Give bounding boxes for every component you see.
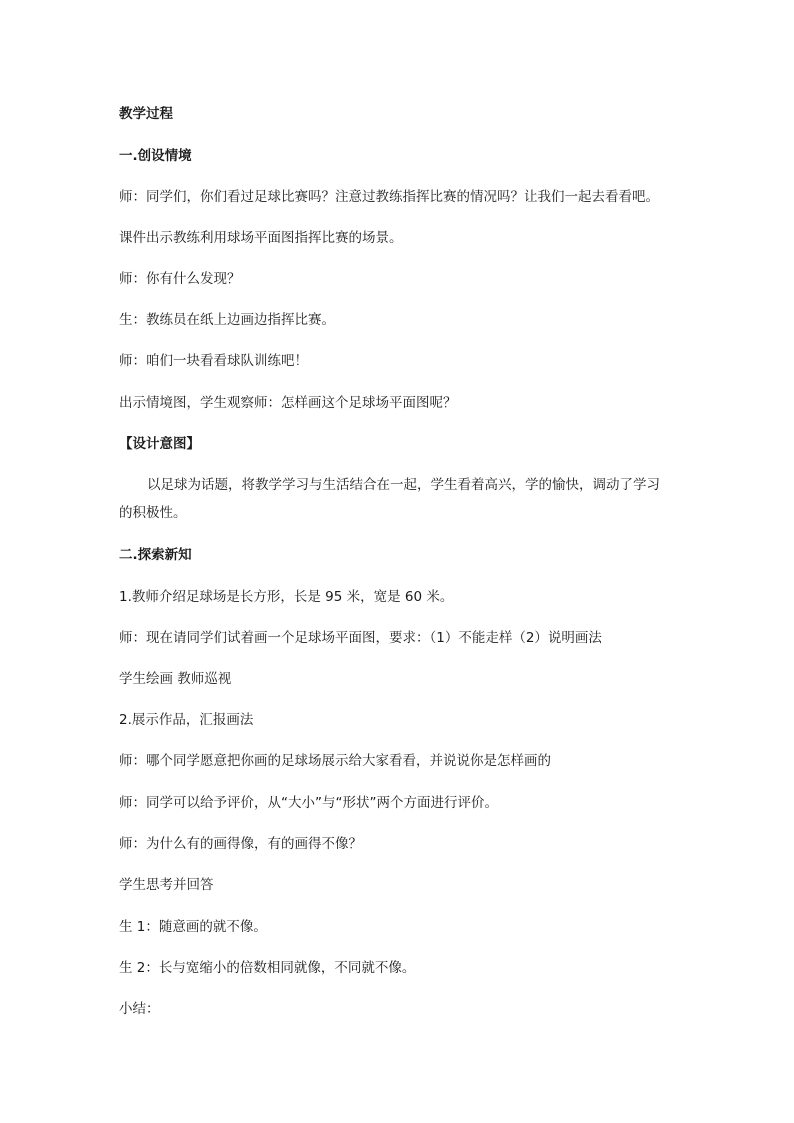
- paragraph-line: 师：为什么有的画得像，有的画得不像？: [119, 836, 362, 852]
- paragraph-line: 师：同学们，你们看过足球比赛吗？注意过教练指挥比赛的情况吗？让我们一起去看看吧。: [119, 189, 659, 205]
- document-title: 教学过程: [119, 106, 173, 122]
- design-intent-text: 以足球为话题，将教学学习与生活结合在一起，学生看着高兴，学的愉快，调动了学习: [147, 477, 660, 493]
- paragraph-line: 生 2：长与宽缩小的倍数相同就像，不同就不像。: [119, 960, 416, 976]
- paragraph-line: 师：现在请同学们试着画一个足球场平面图，要求：（1）不能走样（2）说明画法: [119, 630, 602, 646]
- design-intent-heading: 【设计意图】: [119, 436, 200, 452]
- paragraph-line: 小结：: [119, 1001, 160, 1017]
- paragraph-line: 2.展示作品，汇报画法: [119, 712, 254, 728]
- paragraph-line: 学生绘画 教师巡视: [119, 671, 232, 687]
- paragraph-line: 1.教师介绍足球场是长方形，长是 95 米，宽是 60 米。: [119, 589, 454, 605]
- paragraph-line: 生：教练员在纸上边画边指挥比赛。: [119, 312, 335, 328]
- paragraph-line: 出示情境图，学生观察师：怎样画这个足球场平面图呢？: [119, 395, 457, 411]
- design-intent-text-continued: 的积极性。: [119, 505, 187, 521]
- section-heading-2: 二.探索新知: [119, 547, 192, 563]
- paragraph-line: 学生思考并回答: [119, 877, 214, 893]
- paragraph-line: 生 1：随意画的就不像。: [119, 919, 267, 935]
- paragraph-line: 课件出示教练利用球场平面图指挥比赛的场景。: [119, 230, 403, 246]
- paragraph-line: 师：同学可以给予评价，从“大小”与“形状”两个方面进行评价。: [119, 795, 498, 811]
- paragraph-line: 师：你有什么发现？: [119, 271, 241, 287]
- paragraph-line: 师：咱们一块看看球队训练吧！: [119, 353, 308, 369]
- paragraph-line: 师：哪个同学愿意把你画的足球场展示给大家看看，并说说你是怎样画的: [119, 753, 551, 769]
- section-heading-1: 一.创设情境: [119, 148, 192, 164]
